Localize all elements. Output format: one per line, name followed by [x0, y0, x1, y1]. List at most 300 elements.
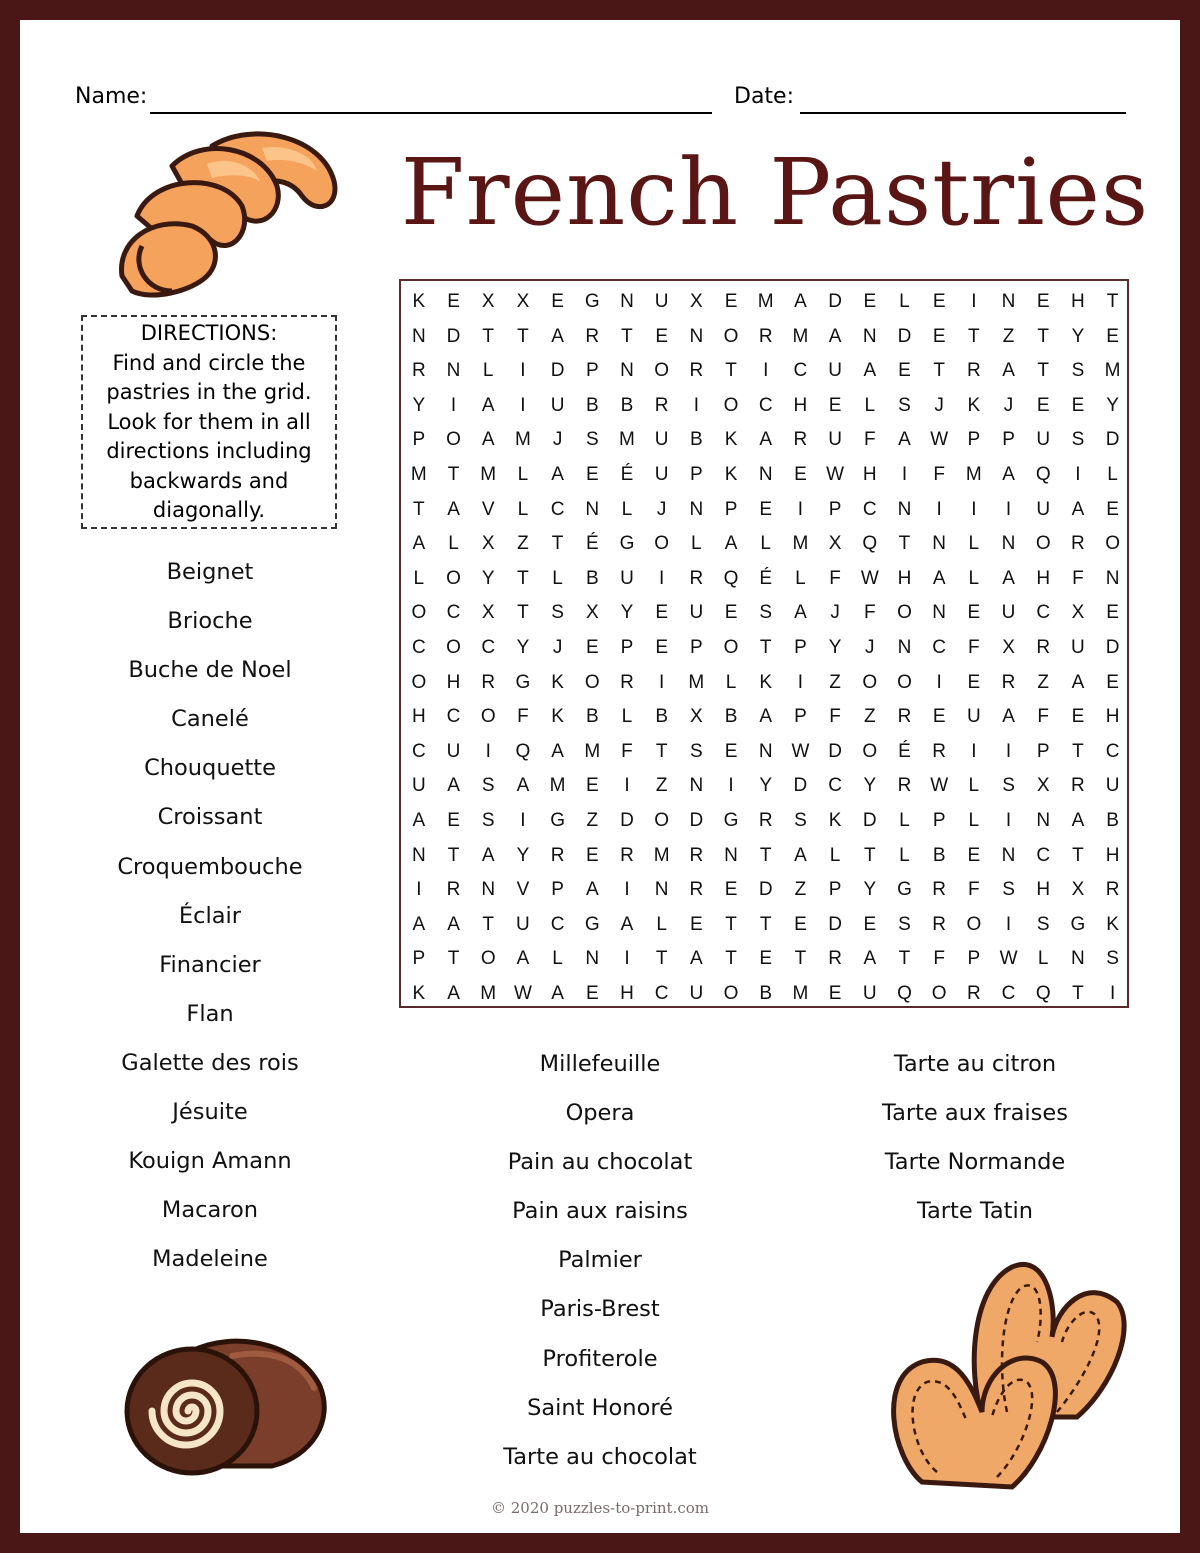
grid-letter[interactable]: A — [794, 602, 807, 624]
grid-letter[interactable]: C — [481, 636, 496, 658]
grid-letter[interactable]: E — [655, 602, 668, 624]
grid-letter[interactable]: B — [585, 394, 599, 416]
grid-letter[interactable]: Q — [723, 567, 739, 589]
grid-letter[interactable]: T — [759, 844, 772, 866]
grid-letter[interactable]: V — [481, 498, 495, 520]
grid-letter[interactable]: L — [899, 809, 910, 831]
grid-letter[interactable]: É — [620, 463, 634, 485]
grid-letter[interactable]: A — [690, 948, 703, 970]
grid-letter[interactable]: A — [898, 429, 911, 451]
grid-letter[interactable]: E — [585, 463, 599, 485]
grid-letter[interactable]: E — [1106, 325, 1119, 347]
grid-letter[interactable]: A — [794, 291, 807, 312]
grid-letter[interactable]: H — [1036, 879, 1051, 901]
grid-letter[interactable]: Y — [759, 775, 773, 797]
grid-letter[interactable]: N — [897, 636, 912, 658]
grid-letter[interactable]: G — [723, 809, 739, 831]
grid-letter[interactable]: E — [724, 602, 738, 624]
grid-letter[interactable]: R — [620, 671, 634, 693]
grid-letter[interactable]: E — [932, 291, 946, 312]
grid-letter[interactable]: T — [447, 463, 460, 485]
grid-letter[interactable]: I — [520, 360, 526, 382]
grid-letter[interactable]: V — [516, 879, 530, 901]
grid-letter[interactable]: L — [968, 533, 980, 555]
grid-letter[interactable]: L — [691, 533, 702, 555]
grid-letter[interactable]: Z — [586, 809, 599, 831]
grid-letter[interactable]: S — [898, 394, 911, 416]
grid-letter[interactable]: F — [517, 706, 529, 728]
grid-letter[interactable]: W — [930, 429, 949, 451]
grid-letter[interactable]: B — [690, 429, 703, 451]
grid-letter[interactable]: F — [1037, 706, 1050, 728]
grid-letter[interactable]: I — [971, 740, 977, 762]
grid-letter[interactable]: N — [689, 498, 704, 520]
grid-letter[interactable]: H — [793, 394, 808, 416]
grid-letter[interactable]: P — [828, 498, 842, 520]
grid-letter[interactable]: O — [723, 636, 739, 658]
grid-letter[interactable]: T — [655, 740, 668, 762]
grid-letter[interactable]: A — [1071, 498, 1085, 520]
grid-letter[interactable]: X — [516, 291, 530, 312]
grid-letter[interactable]: U — [828, 429, 842, 451]
grid-letter[interactable]: B — [724, 706, 738, 728]
grid-letter[interactable]: O — [446, 429, 461, 451]
grid-letter[interactable]: S — [794, 809, 807, 831]
grid-letter[interactable]: T — [968, 325, 980, 347]
grid-letter[interactable]: O — [480, 706, 496, 728]
grid-letter[interactable]: G — [584, 291, 600, 312]
grid-letter[interactable]: K — [724, 463, 738, 485]
grid-letter[interactable]: L — [829, 844, 841, 866]
grid-letter[interactable]: T — [447, 844, 460, 866]
grid-letter[interactable]: E — [1071, 394, 1085, 416]
grid-letter[interactable]: C — [654, 982, 669, 1004]
grid-letter[interactable]: U — [966, 706, 981, 728]
grid-letter[interactable]: P — [585, 360, 599, 382]
grid-letter[interactable]: T — [655, 948, 668, 970]
grid-letter[interactable]: D — [793, 775, 808, 797]
grid-letter[interactable]: P — [828, 879, 842, 901]
grid-letter[interactable]: D — [1105, 429, 1120, 451]
grid-letter[interactable]: U — [411, 775, 426, 797]
grid-letter[interactable]: K — [412, 291, 426, 312]
grid-letter[interactable]: S — [759, 602, 773, 624]
grid-letter[interactable]: N — [724, 844, 738, 866]
grid-letter[interactable]: P — [690, 463, 703, 485]
grid-letter[interactable]: E — [585, 636, 599, 658]
grid-letter[interactable]: P — [1002, 429, 1015, 451]
grid-letter[interactable]: T — [1037, 325, 1050, 347]
grid-letter[interactable]: J — [934, 394, 944, 416]
grid-letter[interactable]: D — [862, 809, 877, 831]
grid-letter[interactable]: L — [1037, 948, 1049, 970]
grid-letter[interactable]: E — [967, 844, 981, 866]
grid-letter[interactable]: E — [794, 913, 807, 935]
grid-letter[interactable]: R — [446, 879, 461, 901]
grid-letter[interactable]: N — [411, 325, 426, 347]
grid-letter[interactable]: X — [585, 602, 599, 624]
grid-letter[interactable]: Q — [1035, 982, 1051, 1004]
grid-letter[interactable]: I — [936, 498, 942, 520]
grid-letter[interactable]: E — [1106, 671, 1119, 693]
grid-letter[interactable]: E — [759, 498, 773, 520]
grid-letter[interactable]: U — [1001, 602, 1016, 624]
grid-letter[interactable]: X — [690, 706, 703, 728]
grid-letter[interactable]: O — [411, 602, 427, 624]
grid-letter[interactable]: P — [932, 809, 946, 831]
grid-letter[interactable]: A — [585, 879, 599, 901]
grid-letter[interactable]: R — [932, 740, 947, 762]
grid-letter[interactable]: O — [446, 636, 461, 658]
grid-letter[interactable]: N — [1001, 291, 1016, 312]
grid-letter[interactable]: R — [689, 844, 704, 866]
grid-letter[interactable]: Q — [515, 740, 531, 762]
grid-letter[interactable]: I — [416, 879, 422, 901]
grid-letter[interactable]: O — [654, 809, 670, 831]
grid-letter[interactable]: H — [1105, 706, 1120, 728]
grid-letter[interactable]: N — [758, 740, 773, 762]
grid-letter[interactable]: L — [864, 394, 876, 416]
grid-letter[interactable]: D — [828, 740, 842, 762]
grid-letter[interactable]: I — [693, 394, 699, 416]
grid-letter[interactable]: U — [654, 429, 669, 451]
grid-letter[interactable]: U — [1036, 498, 1051, 520]
grid-letter[interactable]: S — [1071, 429, 1085, 451]
grid-letter[interactable]: R — [1105, 879, 1120, 901]
grid-letter[interactable]: P — [690, 636, 703, 658]
grid-letter[interactable]: E — [898, 360, 911, 382]
grid-letter[interactable]: I — [728, 775, 734, 797]
grid-letter[interactable]: R — [758, 325, 773, 347]
grid-letter[interactable]: C — [793, 360, 808, 382]
grid-letter[interactable]: X — [481, 533, 495, 555]
grid-letter[interactable]: T — [517, 567, 529, 589]
grid-letter[interactable]: L — [725, 671, 737, 693]
grid-letter[interactable]: M — [965, 463, 982, 485]
grid-letter[interactable]: I — [624, 948, 630, 970]
grid-letter[interactable]: I — [485, 740, 491, 762]
grid-letter[interactable]: I — [1005, 498, 1012, 520]
grid-letter[interactable]: F — [621, 740, 633, 762]
grid-letter[interactable]: C — [1036, 602, 1051, 624]
grid-letter[interactable]: L — [968, 809, 980, 831]
grid-letter[interactable]: Z — [829, 671, 841, 693]
grid-letter[interactable]: G — [619, 533, 635, 555]
grid-letter[interactable]: M — [619, 429, 635, 451]
grid-letter[interactable]: I — [797, 498, 804, 520]
grid-letter[interactable]: Z — [863, 706, 876, 728]
grid-letter[interactable]: M — [514, 429, 531, 451]
grid-letter[interactable]: F — [968, 879, 980, 901]
grid-letter[interactable]: F — [933, 948, 945, 970]
grid-letter[interactable]: B — [1106, 809, 1119, 831]
grid-letter[interactable]: M — [410, 463, 427, 485]
grid-letter[interactable]: U — [1036, 429, 1051, 451]
grid-letter[interactable]: Y — [516, 844, 530, 866]
grid-letter[interactable]: E — [759, 948, 773, 970]
grid-letter[interactable]: Z — [1037, 671, 1050, 693]
grid-letter[interactable]: Y — [863, 879, 877, 901]
grid-letter[interactable]: S — [1036, 913, 1050, 935]
grid-letter[interactable]: M — [653, 844, 670, 866]
grid-letter[interactable]: E — [724, 291, 738, 312]
grid-letter[interactable]: P — [1036, 740, 1050, 762]
grid-letter[interactable]: E — [932, 325, 946, 347]
grid-letter[interactable]: L — [760, 533, 771, 555]
grid-letter[interactable]: E — [585, 982, 599, 1004]
grid-letter[interactable]: L — [899, 844, 910, 866]
grid-letter[interactable]: L — [413, 567, 425, 589]
grid-letter[interactable]: H — [1105, 844, 1120, 866]
grid-letter[interactable]: B — [585, 706, 599, 728]
grid-letter[interactable]: T — [1037, 360, 1050, 382]
grid-letter[interactable]: N — [411, 844, 426, 866]
grid-letter[interactable]: C — [446, 602, 461, 624]
grid-letter[interactable]: H — [1036, 567, 1051, 589]
grid-letter[interactable]: U — [654, 463, 669, 485]
grid-letter[interactable]: Y — [481, 567, 495, 589]
grid-letter[interactable]: E — [551, 291, 564, 312]
grid-letter[interactable]: I — [971, 498, 977, 520]
grid-letter[interactable]: N — [1001, 844, 1016, 866]
grid-letter[interactable]: C — [932, 636, 947, 658]
grid-letter[interactable]: A — [932, 567, 946, 589]
grid-letter[interactable]: C — [550, 913, 565, 935]
grid-letter[interactable]: G — [1070, 913, 1086, 935]
grid-letter[interactable]: R — [966, 982, 981, 1004]
grid-letter[interactable]: U — [828, 360, 842, 382]
grid-letter[interactable]: G — [584, 913, 600, 935]
grid-letter[interactable]: N — [862, 325, 877, 347]
grid-letter[interactable]: I — [520, 809, 526, 831]
grid-letter[interactable]: J — [830, 602, 840, 624]
grid-letter[interactable]: U — [862, 982, 877, 1004]
grid-letter[interactable]: Y — [412, 394, 426, 416]
grid-letter[interactable]: L — [968, 567, 980, 589]
grid-letter[interactable]: T — [551, 533, 564, 555]
grid-letter[interactable]: Y — [863, 775, 877, 797]
grid-letter[interactable]: O — [897, 671, 912, 693]
grid-letter[interactable]: E — [1106, 602, 1119, 624]
grid-letter[interactable]: S — [481, 775, 495, 797]
grid-letter[interactable]: E — [585, 844, 599, 866]
grid-letter[interactable]: Y — [620, 602, 634, 624]
grid-letter[interactable]: F — [829, 567, 841, 589]
grid-letter[interactable]: O — [897, 602, 912, 624]
grid-letter[interactable]: N — [1036, 809, 1051, 831]
grid-letter[interactable]: A — [412, 809, 426, 831]
grid-letter[interactable]: I — [1075, 463, 1081, 485]
grid-letter[interactable]: P — [967, 429, 981, 451]
grid-letter[interactable]: E — [967, 602, 981, 624]
grid-letter[interactable]: O — [654, 360, 670, 382]
grid-letter[interactable]: X — [1036, 775, 1050, 797]
grid-letter[interactable]: E — [1036, 394, 1050, 416]
grid-letter[interactable]: E — [690, 913, 703, 935]
grid-letter[interactable]: T — [898, 533, 911, 555]
grid-letter[interactable]: E — [447, 291, 460, 312]
grid-letter[interactable]: D — [758, 879, 773, 901]
grid-letter[interactable]: O — [723, 325, 739, 347]
grid-letter[interactable]: M — [792, 325, 809, 347]
date-line[interactable] — [800, 112, 1126, 114]
grid-letter[interactable]: A — [412, 533, 426, 555]
grid-letter[interactable]: N — [689, 775, 704, 797]
grid-letter[interactable]: S — [551, 602, 564, 624]
grid-letter[interactable]: O — [862, 740, 878, 762]
grid-letter[interactable]: E — [1071, 706, 1085, 728]
grid-letter[interactable]: M — [792, 982, 809, 1004]
grid-letter[interactable]: M — [480, 982, 497, 1004]
grid-letter[interactable]: B — [620, 394, 634, 416]
grid-letter[interactable]: I — [936, 671, 942, 693]
grid-letter[interactable]: R — [481, 671, 496, 693]
grid-letter[interactable]: J — [552, 429, 563, 451]
grid-letter[interactable]: P — [794, 706, 807, 728]
grid-letter[interactable]: Q — [862, 533, 878, 555]
grid-letter[interactable]: H — [446, 671, 461, 693]
grid-letter[interactable]: A — [481, 844, 495, 866]
grid-letter[interactable]: P — [967, 948, 981, 970]
grid-letter[interactable]: L — [517, 463, 529, 485]
grid-letter[interactable]: R — [828, 948, 842, 970]
grid-letter[interactable]: C — [828, 775, 842, 797]
grid-letter[interactable]: C — [1001, 982, 1016, 1004]
grid-letter[interactable]: K — [551, 706, 564, 728]
grid-letter[interactable]: F — [933, 463, 945, 485]
grid-letter[interactable]: Z — [655, 775, 668, 797]
grid-letter[interactable]: P — [724, 498, 738, 520]
grid-letter[interactable]: F — [829, 706, 841, 728]
grid-letter[interactable]: R — [1071, 533, 1085, 555]
grid-letter[interactable]: U — [1071, 636, 1085, 658]
grid-letter[interactable]: E — [863, 913, 877, 935]
grid-letter[interactable]: G — [550, 809, 565, 831]
grid-letter[interactable]: I — [624, 775, 630, 797]
grid-letter[interactable]: N — [758, 463, 773, 485]
grid-letter[interactable]: O — [654, 533, 670, 555]
grid-letter[interactable]: N — [481, 879, 496, 901]
grid-letter[interactable]: H — [411, 706, 426, 728]
grid-letter[interactable]: C — [550, 498, 565, 520]
grid-letter[interactable]: Y — [1106, 394, 1119, 416]
grid-letter[interactable]: E — [828, 982, 842, 1004]
grid-letter[interactable]: I — [659, 567, 665, 589]
grid-letter[interactable]: I — [1005, 913, 1012, 935]
grid-letter[interactable]: Y — [1071, 325, 1085, 347]
grid-letter[interactable]: R — [932, 913, 947, 935]
grid-letter[interactable]: R — [620, 844, 634, 866]
grid-letter[interactable]: R — [689, 360, 704, 382]
grid-letter[interactable]: A — [447, 775, 460, 797]
grid-letter[interactable]: K — [828, 809, 842, 831]
grid-letter[interactable]: I — [1005, 809, 1012, 831]
grid-letter[interactable]: N — [1105, 567, 1120, 589]
grid-letter[interactable]: R — [966, 360, 981, 382]
grid-letter[interactable]: P — [412, 429, 426, 451]
grid-letter[interactable]: A — [481, 429, 495, 451]
grid-letter[interactable]: D — [828, 291, 842, 312]
grid-letter[interactable]: A — [447, 498, 460, 520]
grid-letter[interactable]: H — [620, 982, 634, 1004]
grid-letter[interactable]: E — [1106, 498, 1119, 520]
grid-letter[interactable]: R — [550, 844, 565, 866]
grid-letter[interactable]: S — [585, 429, 599, 451]
grid-letter[interactable]: T — [1072, 844, 1084, 866]
grid-letter[interactable]: I — [971, 291, 977, 312]
grid-letter[interactable]: R — [932, 879, 947, 901]
grid-letter[interactable]: A — [551, 463, 564, 485]
grid-letter[interactable]: P — [551, 879, 564, 901]
grid-letter[interactable]: B — [655, 706, 668, 728]
grid-letter[interactable]: E — [828, 394, 842, 416]
grid-letter[interactable]: B — [585, 567, 599, 589]
grid-letter[interactable]: I — [659, 671, 665, 693]
grid-letter[interactable]: R — [689, 567, 704, 589]
grid-letter[interactable]: R — [654, 394, 669, 416]
grid-letter[interactable]: W — [999, 948, 1018, 970]
grid-letter[interactable]: T — [1072, 982, 1084, 1004]
grid-letter[interactable]: F — [1072, 567, 1084, 589]
grid-letter[interactable]: S — [898, 913, 911, 935]
grid-letter[interactable]: E — [1036, 291, 1050, 312]
grid-letter[interactable]: B — [759, 982, 773, 1004]
grid-letter[interactable]: W — [930, 775, 949, 797]
grid-letter[interactable]: R — [1036, 636, 1051, 658]
grid-letter[interactable]: N — [897, 498, 912, 520]
grid-letter[interactable]: N — [932, 533, 947, 555]
grid-letter[interactable]: W — [513, 982, 532, 1004]
grid-letter[interactable]: A — [863, 948, 877, 970]
grid-letter[interactable]: C — [1036, 844, 1051, 866]
grid-letter[interactable]: A — [447, 913, 460, 935]
grid-letter[interactable]: K — [759, 671, 773, 693]
grid-letter[interactable]: T — [725, 913, 737, 935]
grid-letter[interactable]: S — [481, 809, 495, 831]
grid-letter[interactable]: E — [932, 706, 946, 728]
grid-letter[interactable]: X — [1071, 879, 1085, 901]
grid-letter[interactable]: Z — [1002, 325, 1015, 347]
grid-letter[interactable]: A — [551, 325, 564, 347]
grid-letter[interactable]: A — [724, 533, 738, 555]
grid-letter[interactable]: R — [585, 325, 600, 347]
grid-letter[interactable]: M — [549, 775, 566, 797]
grid-letter[interactable]: H — [1071, 291, 1085, 312]
grid-letter[interactable]: O — [723, 394, 739, 416]
grid-letter[interactable]: A — [516, 775, 530, 797]
grid-letter[interactable]: S — [1071, 360, 1085, 382]
grid-letter[interactable]: D — [689, 809, 704, 831]
grid-letter[interactable]: R — [793, 429, 808, 451]
grid-letter[interactable]: E — [447, 809, 460, 831]
grid-letter[interactable]: R — [1001, 671, 1016, 693]
grid-letter[interactable]: Q — [897, 982, 912, 1004]
grid-letter[interactable]: A — [447, 982, 460, 1004]
grid-letter[interactable]: C — [1105, 740, 1120, 762]
grid-letter[interactable]: T — [517, 602, 529, 624]
grid-letter[interactable]: C — [411, 636, 426, 658]
grid-letter[interactable]: T — [482, 325, 495, 347]
grid-letter[interactable]: N — [620, 291, 634, 312]
grid-letter[interactable]: W — [791, 740, 810, 762]
grid-letter[interactable]: T — [759, 913, 772, 935]
grid-letter[interactable]: A — [551, 982, 564, 1004]
grid-letter[interactable]: T — [725, 360, 737, 382]
grid-letter[interactable]: A — [759, 429, 773, 451]
grid-letter[interactable]: P — [620, 636, 634, 658]
grid-letter[interactable]: N — [654, 879, 669, 901]
grid-letter[interactable]: I — [1109, 982, 1116, 1004]
